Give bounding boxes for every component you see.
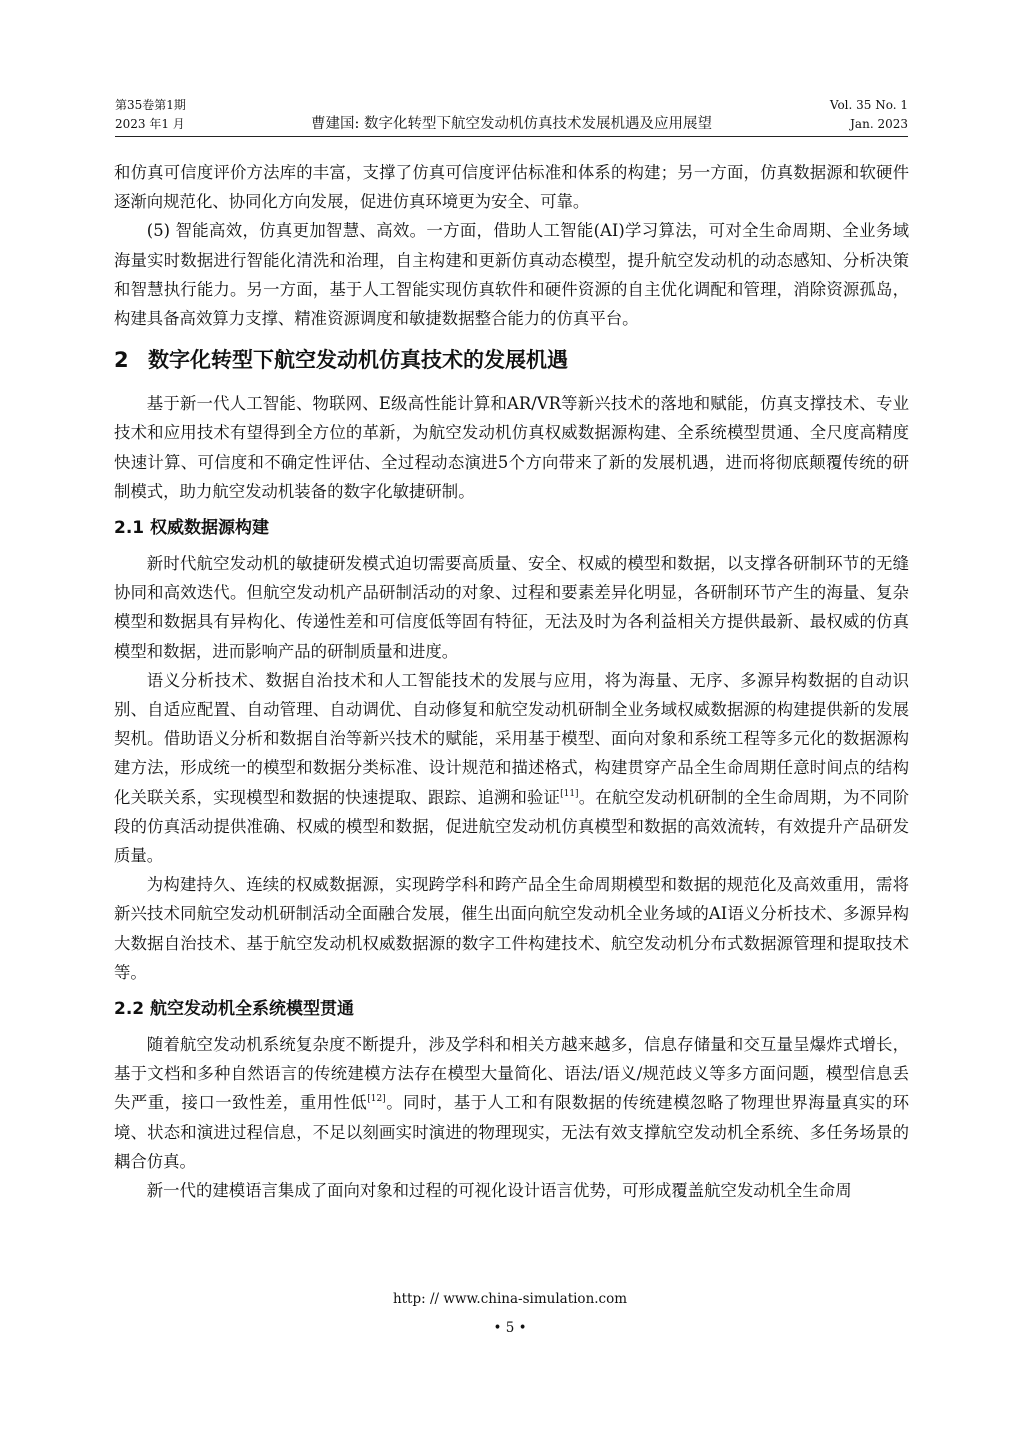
paragraph bbox=[114, 1030, 909, 1176]
citation: [12] bbox=[367, 1094, 386, 1105]
subsection-title: 权威数据源构建 bbox=[150, 518, 269, 539]
paragraph: 和仿真可信度评价方法库的丰富，支撑了仿真可信度评估标准和体系的构建；另一方面，仿真数据源和软硬件逐渐向规范化、协同化方向发展，促进仿真环境更为安全、可靠。 bbox=[114, 163, 909, 212]
issue-date: 2023 年1 月 bbox=[115, 117, 185, 131]
running-title: 曹建国: 数字化转型下航空发动机仿真技术发展机遇及应用展望 bbox=[311, 116, 712, 132]
footer-url: http: // www.china-simulation.com bbox=[392, 1291, 628, 1307]
running-header bbox=[115, 96, 908, 136]
paragraph bbox=[114, 666, 909, 870]
paragraph: 新时代航空发动机的敏捷研发模式迫切需要高质量、安全、权威的模型和数据，以支撑各研制环节的无缝协同和高效迭代。但航空发动机产品研制活动的对象、过程和要素差异化明显，各研制环节产生的海量、复杂模型和数据具有异构化、传递性差和可信度低等固有特征，无法及时为各利益相关方提供最新、最权威的仿真模型和数据，进而影响产品的研制质量和进度。 bbox=[114, 554, 909, 661]
paragraph-text: 。同时，基于人工和有限数据的传统建模忽略了物理世界海量真实的环境、状态和演进过程信息，不足以刻画实时演进的物理现实，无法有效支撑航空发动机全系统、多任务场景的耦合仿真。 bbox=[114, 1093, 910, 1171]
volume-issue-en: Vol. 35 No. 1 bbox=[829, 98, 908, 112]
header-rule bbox=[115, 136, 908, 137]
section-heading bbox=[114, 340, 909, 380]
paragraph: 新一代的建模语言集成了面向对象和过程的可视化设计语言优势，可形成覆盖航空发动机全生命周 bbox=[146, 1181, 852, 1201]
subsection-title: 航空发动机全系统模型贯通 bbox=[150, 999, 354, 1020]
section-title: 数字化转型下航空发动机仿真技术的发展机遇 bbox=[148, 348, 568, 373]
journal-issue-en bbox=[830, 96, 908, 134]
paragraph-text: 。在航空发动机研制的全生命周期，为不同阶段的仿真活动提供准确、权威的模型和数据，促进航空发动机仿真模型和数据的高效流转，有效提升产品研发质量。 bbox=[114, 787, 910, 866]
volume-issue: 第35卷第1期 bbox=[115, 98, 186, 112]
paragraph-text: 随着航空发动机系统复杂度不断提升，涉及学科和相关方越来越多，信息存储量和交互量呈爆炸式增长，基于文档和多种自然语言的传统建模方法存在模型大量简化、语法/语义/规范歧义等多方面问题，模型信息丢失严重，接口一致性差，重用性低 bbox=[114, 1035, 909, 1113]
paragraph-text: 语义分析技术、数据自治技术和人工智能技术的发展与应用，将为海量、无序、多源异构数据的自动识别、自适应配置、自动管理、自动调优、自动修复和航空发动机研制全业务域权威数据源的构建提供新的发展契机。借助语义分析和数据自治等新兴技术的赋能，采用基于模型、面向对象和系统工程等多元化的数据源构建方法，形成统一的模型和数据分类标准、设计规范和描述格式，构建贯穿产品全生命周期任意时间点的结构化关联关系，实现模型和数据的快速提取、跟踪、追溯和验证 bbox=[114, 670, 909, 807]
citation: [11] bbox=[560, 788, 579, 799]
issue-date-en: Jan. 2023 bbox=[850, 117, 908, 131]
page-body bbox=[114, 158, 909, 1205]
paragraph: (5) 智能高效，仿真更加智慧、高效。一方面，借助人工智能(AI)学习算法，可对全生命周期、全业务域海量实时数据进行智能化清洗和治理，自主构建和更新仿真动态模型，提升航空发动机的动态感知、分析决策和智慧执行能力。另一方面，基于人工智能实现仿真软件和硬件资源的自主优化调配和管理，消除资源孤岛，构建具备高效算力支撑、精准资源调度和敏捷数据整合能力的仿真平台。 bbox=[114, 221, 909, 329]
subsection-number: 2.1 bbox=[114, 518, 145, 539]
section-number: 2 bbox=[114, 348, 129, 373]
subsection-heading bbox=[114, 513, 909, 543]
page-number: • 5 • bbox=[493, 1320, 527, 1336]
subsection-heading bbox=[114, 994, 909, 1024]
subsection-number: 2.2 bbox=[114, 999, 145, 1020]
paragraph: 基于新一代人工智能、物联网、E级高性能计算和AR/VR等新兴技术的落地和赋能，仿真支撑技术、专业技术和应用技术有望得到全方位的革新，为航空发动机仿真权威数据源构建、全系统模型贯通、全尺度高精度快速计算、可信度和不确定性评估、全过程动态演进5个方向带来了新的发展机遇，进而将彻底颠覆传统的研制模式，助力航空发动机装备的数字化敏捷研制。 bbox=[114, 394, 909, 501]
paragraph: 为构建持久、连续的权威数据源，实现跨学科和跨产品全生命周期模型和数据的规范化及高效重用，需将新兴技术同航空发动机研制活动全面融合发展，催生出面向航空发动机全业务域的AI语义分析技术、多源异构大数据自治技术、基于航空发动机权威数据源的数字工件构建技术、航空发动机分布式数据源管理和提取技术等。 bbox=[114, 875, 909, 982]
